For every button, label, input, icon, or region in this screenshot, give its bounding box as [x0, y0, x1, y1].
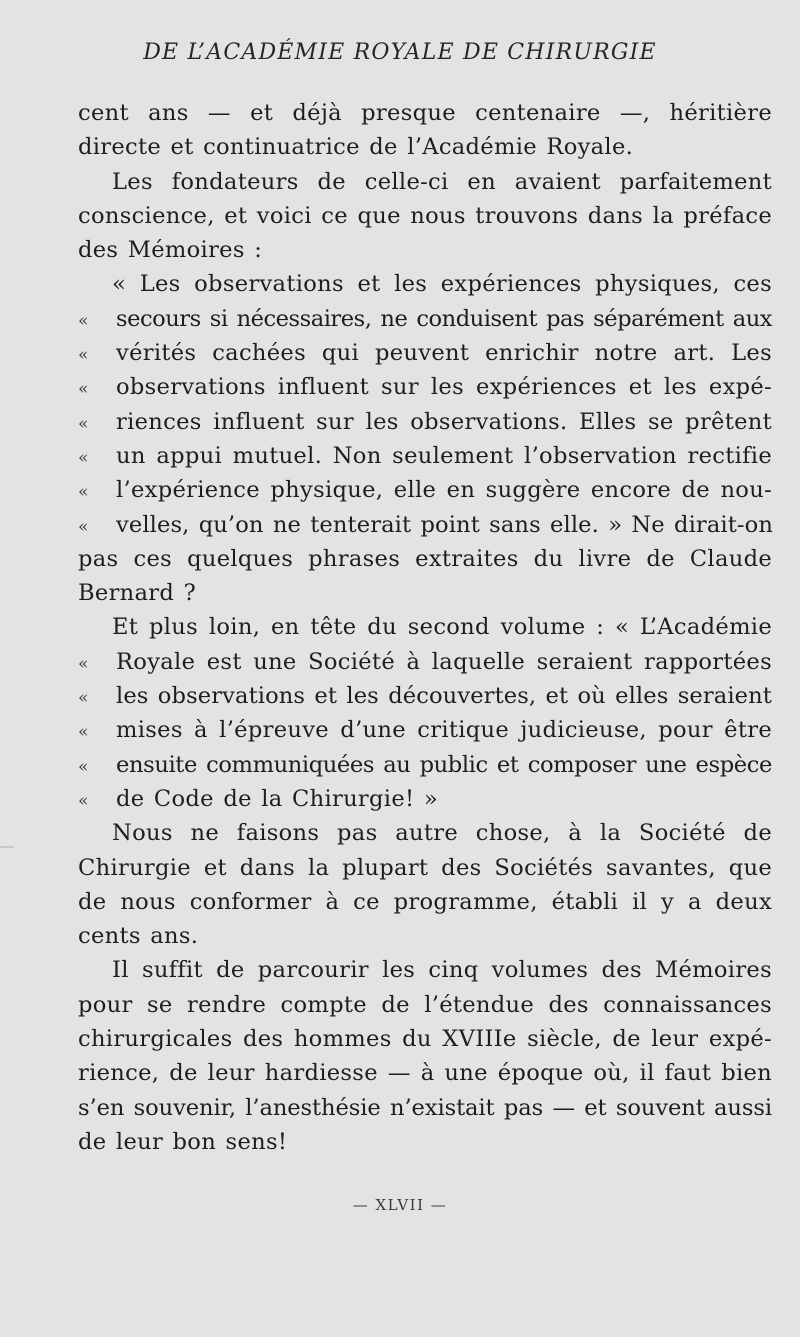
quote-line	[78, 405, 772, 439]
quote-line	[78, 679, 772, 713]
quote-mark: «	[78, 653, 89, 674]
quote-mark: «	[78, 756, 89, 777]
text-line: conscience, et voici ce que nous trouvons dans la préface	[78, 202, 772, 229]
text-line: directe et continuatrice de l’Académie Royale.	[78, 134, 634, 161]
body-text	[78, 96, 772, 1159]
quote-line-text: ensuite communiquées au public et composer une espèce	[116, 751, 772, 778]
quote-line-text: l’expérience physique, elle en suggère encore de nou-	[116, 477, 772, 504]
quote-mark: «	[78, 413, 89, 434]
quote-mark: «	[78, 516, 89, 537]
text-line: cents ans.	[78, 923, 199, 950]
quote-line	[78, 645, 772, 679]
text-line: s’en souvenir, l’anesthésie n’existait pas — et souvent aussi	[78, 1094, 772, 1121]
quote-line	[78, 713, 772, 747]
quote-line-text: velles, qu’on ne tenterait point sans elle. » Ne dirait-on	[116, 511, 773, 538]
text-line: chirurgicales des hommes du XVIIIe siècle, de leur expé-	[78, 1026, 772, 1053]
text-line: de nous conformer à ce programme, établi il y a deux	[78, 888, 772, 915]
quote-mark: «	[78, 722, 89, 743]
quote-mark: «	[78, 482, 89, 503]
text-line: de leur bon sens!	[78, 1128, 288, 1155]
quote-line-text: Royale est une Société à laquelle seraient rapportées	[116, 648, 772, 675]
text-line: des Mémoires :	[78, 237, 263, 264]
quote-mark: «	[78, 310, 88, 331]
quote-mark: «	[78, 688, 89, 709]
text-line: Et plus loin, en tête du second volume : « L’Académie	[112, 614, 772, 641]
quote-line	[78, 439, 772, 473]
text-line: pour se rendre compte de l’étendue des connaissances	[78, 991, 772, 1018]
quote-line-text: observations influent sur les expériences et les expé-	[116, 374, 772, 401]
quote-line-text: les observations et les découvertes, et où elles seraient	[116, 683, 772, 710]
quote-line-text: un appui mutuel. Non seulement l’observation rectifie	[116, 442, 772, 469]
margin-mark	[0, 846, 14, 848]
quote-line	[78, 473, 772, 507]
quote-line-text: riences influent sur les observations. Elles se prêtent	[116, 408, 772, 435]
quote-line	[78, 370, 772, 404]
quote-line: « Les observations et les expériences physiques, ces	[112, 271, 772, 298]
quote-mark: «	[78, 379, 89, 400]
running-title: DE L’ACADÉMIE ROYALE DE CHIRURGIE	[143, 40, 657, 65]
quote-line-text: de Code de la Chirurgie! »	[116, 785, 438, 812]
quote-mark: «	[78, 447, 89, 468]
quote-line	[78, 782, 772, 816]
quote-mark: «	[78, 790, 89, 811]
quote-line	[78, 336, 772, 370]
page-number: — XLVII —	[352, 1196, 448, 1214]
quote-line-text: vérités cachées qui peuvent enrichir notre art. Les	[116, 340, 772, 367]
text-line: Bernard ?	[78, 580, 197, 607]
quote-line	[78, 748, 772, 782]
text-line: rience, de leur hardiesse — à une époque où, il faut bien	[78, 1060, 772, 1087]
quote-line	[78, 508, 772, 542]
text-line: Nous ne faisons pas autre chose, à la Société de	[112, 820, 772, 847]
text-line: pas ces quelques phrases extraites du livre de Claude	[78, 545, 772, 572]
text-line: cent ans — et déjà presque centenaire —, héritière	[78, 100, 772, 126]
quote-line-text: secours si nécessaires, ne conduisent pas séparément aux	[116, 305, 772, 332]
text-line: Chirurgie et dans la plupart des Sociétés savantes, que	[78, 854, 772, 881]
quote-line	[78, 302, 772, 336]
text-line: Les fondateurs de celle-ci en avaient parfaitement	[112, 168, 772, 195]
quote-mark: «	[78, 345, 89, 366]
quote-line-text: mises à l’épreuve d’une critique judicieuse, pour être	[116, 717, 772, 744]
text-line: Il suffit de parcourir les cinq volumes des Mémoires	[112, 957, 772, 984]
